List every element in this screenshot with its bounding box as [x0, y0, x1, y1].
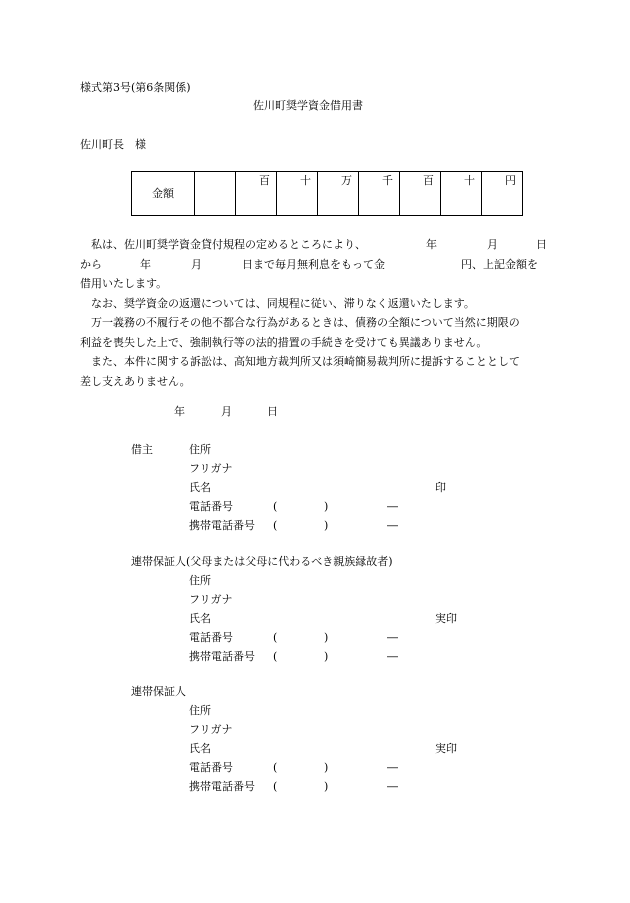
borrower-phone-dash: ― — [387, 500, 398, 513]
guarantor1-address-label: 住所 — [189, 574, 211, 587]
amount-unit-yen: 円 — [482, 172, 523, 216]
guarantor2-phone-paren-close: ) — [324, 761, 329, 774]
amount-unit-hundred: 百 — [400, 172, 441, 216]
body-line: 差し支えありません。 — [80, 374, 191, 388]
guarantor2-seal-label: 実印 — [435, 742, 457, 755]
amount-unit-hundred-million: 百 — [236, 172, 277, 216]
date-month: 月 — [221, 405, 232, 418]
amount-label: 金額 — [132, 172, 195, 216]
guarantor2-mobile-label: 携帯電話番号 — [189, 780, 255, 793]
body-line: 利益を喪失した上で、強制執行等の法的措置の手続きを受けても異議ありません。 — [80, 335, 488, 349]
guarantor1-heading: 連帯保証人(父母または父母に代わるべき親族縁故者) — [131, 555, 393, 568]
borrower-seal-label: 印 — [435, 481, 446, 494]
body-line: から 年 月 日まで毎月無利息をもって金 円、上記金額を — [80, 257, 538, 271]
guarantor1-phone-paren-open: ( — [273, 631, 278, 644]
borrower-address-label: 住所 — [189, 443, 211, 456]
borrower-phone-paren-close: ) — [324, 500, 329, 513]
borrower-mobile-dash: ― — [387, 519, 398, 532]
body-text — [80, 235, 552, 391]
guarantor2-name-label: 氏名 — [189, 742, 211, 755]
guarantor1-furigana-label: フリガナ — [189, 593, 233, 606]
borrower-furigana-label: フリガナ — [189, 462, 233, 475]
guarantor1-name-label: 氏名 — [189, 612, 211, 625]
guarantor2-phone-label: 電話番号 — [189, 761, 233, 774]
amount-unit-thousand: 千 — [359, 172, 400, 216]
guarantor1-phone-dash: ― — [387, 631, 398, 644]
date-year: 年 — [174, 405, 185, 418]
guarantor1-mobile-label: 携帯電話番号 — [189, 650, 255, 663]
guarantor1-mobile-paren-open: ( — [273, 650, 278, 663]
borrower-phone-paren-open: ( — [273, 500, 278, 513]
guarantor1-phone-label: 電話番号 — [189, 631, 233, 644]
body-line: 私は、佐川町奨学資金貸付規程の定めるところにより、 年 月 日 — [91, 238, 547, 251]
guarantor2-phone-dash: ― — [387, 761, 398, 774]
guarantor2-mobile-dash: ― — [387, 780, 398, 793]
guarantor1-mobile-dash: ― — [387, 650, 398, 663]
guarantor1-phone-paren-close: ) — [324, 631, 329, 644]
amount-unit-ten: 十 — [441, 172, 482, 216]
guarantor1-seal-label: 実印 — [435, 612, 457, 625]
guarantor2-mobile-paren-close: ) — [324, 780, 329, 793]
borrower-mobile-paren-open: ( — [273, 519, 278, 532]
body-line: また、本件に関する訴訟は、高知地方裁判所又は須崎簡易裁判所に提訴することとして — [91, 355, 520, 368]
borrower-name-label: 氏名 — [189, 481, 211, 494]
guarantor1-mobile-paren-close: ) — [324, 650, 329, 663]
amount-unit-ten-million: 十 — [277, 172, 318, 216]
date-day: 日 — [267, 405, 278, 418]
addressee: 佐川町長 様 — [80, 138, 146, 151]
body-line: 借用いたします。 — [80, 277, 168, 290]
amount-unit-ten-thousand: 万 — [318, 172, 359, 216]
guarantor2-address-label: 住所 — [189, 704, 211, 717]
guarantor2-heading: 連帯保証人 — [131, 685, 186, 698]
guarantor2-mobile-paren-open: ( — [273, 780, 278, 793]
document-title: 佐川町奨学資金借用書 — [253, 99, 363, 112]
borrower-phone-label: 電話番号 — [189, 500, 233, 513]
borrower-mobile-paren-close: ) — [324, 519, 329, 532]
amount-table — [131, 171, 523, 216]
body-line: なお、奨学資金の返還については、同規程に従い、滞りなく返還いたします。 — [91, 296, 475, 310]
borrower-mobile-label: 携帯電話番号 — [189, 519, 255, 532]
guarantor2-furigana-label: フリガナ — [189, 723, 233, 736]
guarantor2-phone-paren-open: ( — [273, 761, 278, 774]
body-line: 万一義務の不履行その他不都合な行為があるときは、債務の全額について当然に期限の — [91, 316, 520, 329]
form-number-label: 様式第3号(第6条関係) — [80, 81, 191, 94]
amount-blank-cell — [195, 172, 236, 216]
borrower-heading: 借主 — [131, 443, 153, 456]
